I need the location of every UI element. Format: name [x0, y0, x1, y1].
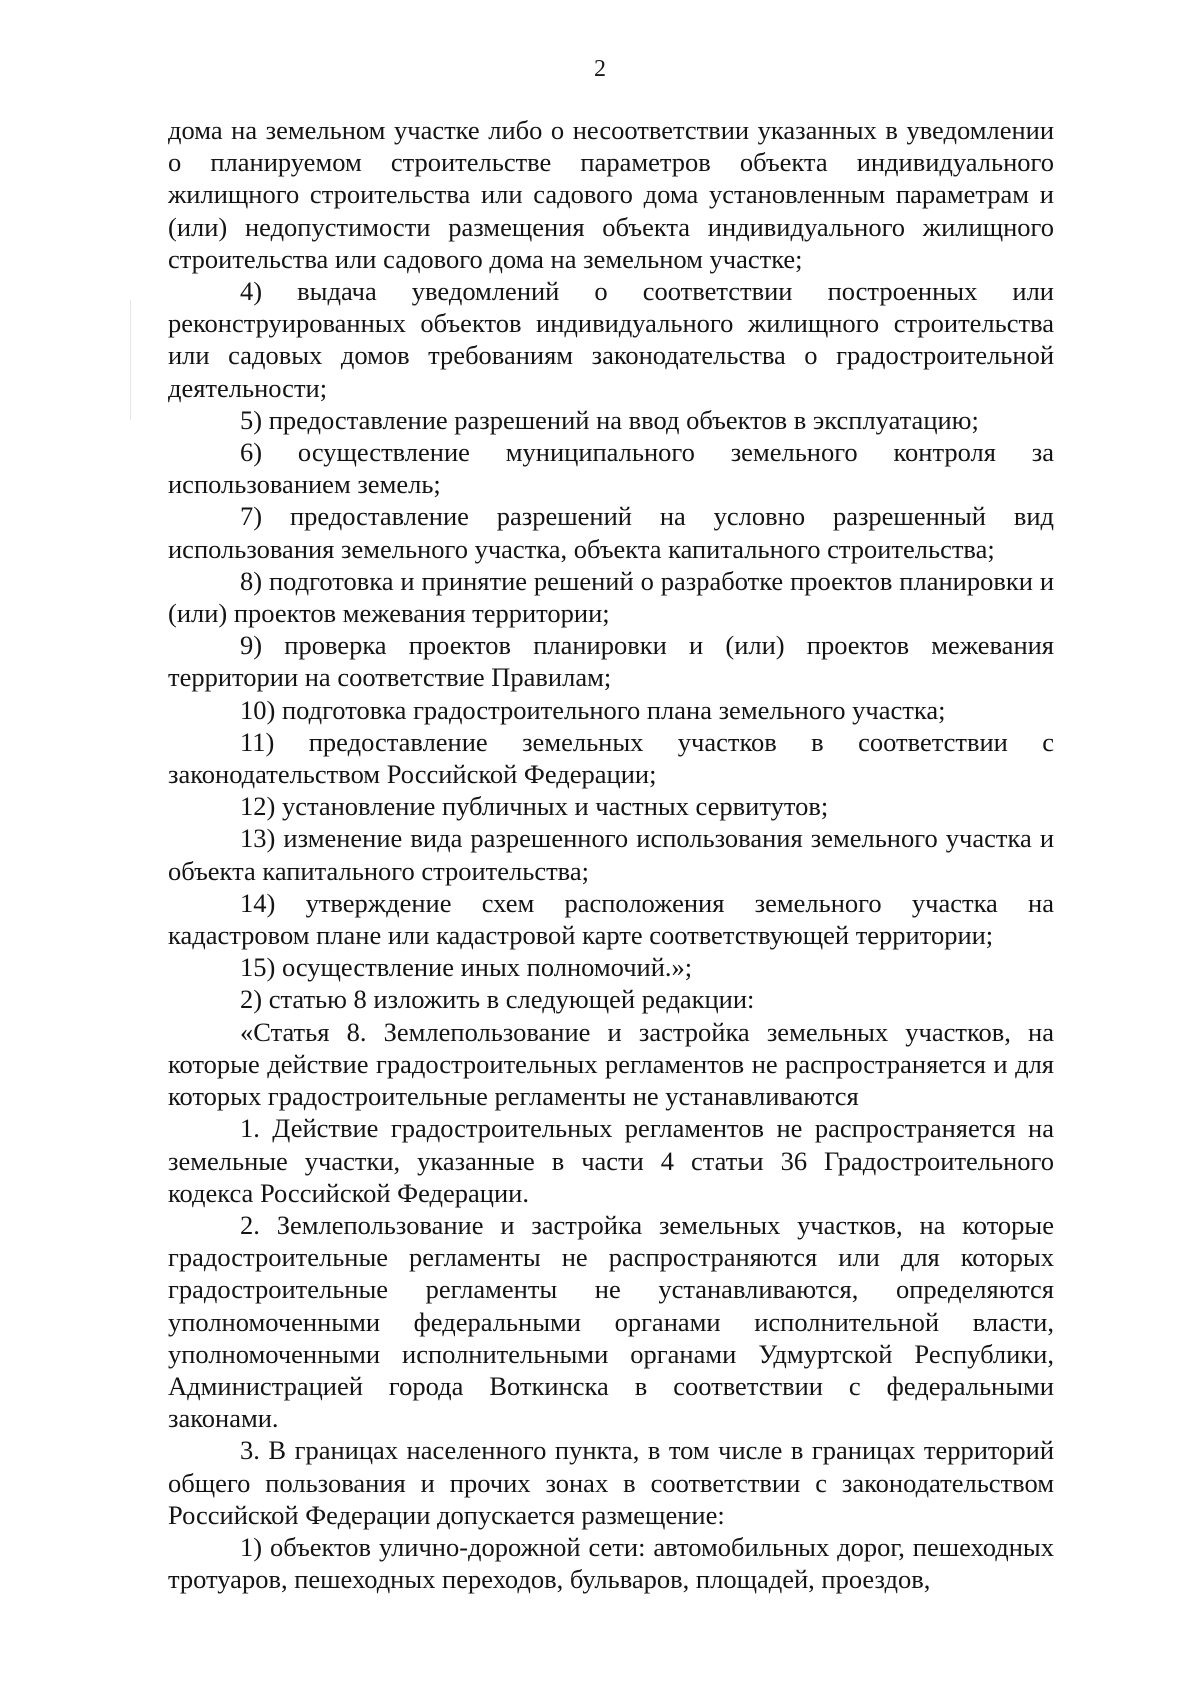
paragraph: 14) утверждение схем расположения земельного участка на кадастровом плане или кадастровой карте соответствующей территории;	[168, 887, 1054, 951]
paragraph: 15) осуществление иных полномочий.»;	[240, 952, 693, 983]
paragraph: 2. Землепользование и застройка земельных участков, на которые градостроительные регламенты не распространяются или для которых градостроительные регламенты не устанавливаются, определяются уполномоченными федеральными органами исполнительной власти, уполномоченными исполнительными органами Удмуртской Республики, Администрацией города Воткинска в соответствии с федеральными законами.	[168, 1209, 1054, 1434]
document-body	[168, 114, 1054, 1595]
paragraph: 1. Действие градостроительных регламентов не распространяется на земельные участки, указанные в части 4 статьи 36 Градостроительного кодекса Российской Федерации.	[168, 1113, 1054, 1208]
paragraph: 10) подготовка градостроительного плана земельного участка;	[240, 694, 946, 725]
paragraph: 11) предоставление земельных участков в соответствии с законодательством Российской Федерации;	[168, 726, 1054, 790]
paragraph: 6) осуществление муниципального земельного контроля за использованием земель;	[168, 437, 1054, 500]
paragraph: 9) проверка проектов планировки и (или) проектов межевания территории на соответствие Правилам;	[168, 630, 1054, 693]
paragraph: «Статья 8. Землепользование и застройка земельных участков, на которые действие градостроительных регламентов не распространяется и для которых градостроительные регламенты не устанавливаются	[168, 1016, 1054, 1112]
paragraph: 5) предоставление разрешений на ввод объектов в эксплуатацию;	[240, 404, 979, 435]
paragraph: 4) выдача уведомлений о соответствии построенных или реконструированных объектов индивидуального жилищного строительства или садовых домов требованиям законодательства о градостроительной деятельности;	[168, 276, 1054, 403]
scan-artifact-line	[130, 300, 131, 420]
paragraph: 13) изменение вида разрешенного использования земельного участка и объекта капитального строительства;	[168, 823, 1054, 886]
page-number: 2	[594, 56, 606, 82]
paragraph: 7) предоставление разрешений на условно разрешенный вид использования земельного участка, объекта капитального строительства;	[168, 501, 1054, 564]
paragraph: 3. В границах населенного пункта, в том числе в границах территорий общего пользования и прочих зонах в соответствии с законодательством Российской Федерации допускается размещение:	[168, 1435, 1054, 1530]
paragraph: 8) подготовка и принятие решений о разработке проектов планировки и (или) проектов межевания территории;	[168, 565, 1054, 629]
paragraph: 1) объектов улично-дорожной сети: автомобильных дорог, пешеходных тротуаров, пешеходных переходов, бульваров, площадей, проездов,	[168, 1531, 1054, 1595]
paragraph: дома на земельном участке либо о несоответствии указанных в уведомлении о планируемом строительстве параметров объекта индивидуального жилищного строительства или садового дома установленным параметрам и (или) недопустимости размещения объекта индивидуального жилищного строительства или садового дома на земельном участке;	[168, 115, 1054, 274]
paragraph: 12) установление публичных и частных сервитутов;	[240, 791, 829, 822]
paragraph: 2) статью 8 изложить в следующей редакции:	[240, 984, 755, 1015]
